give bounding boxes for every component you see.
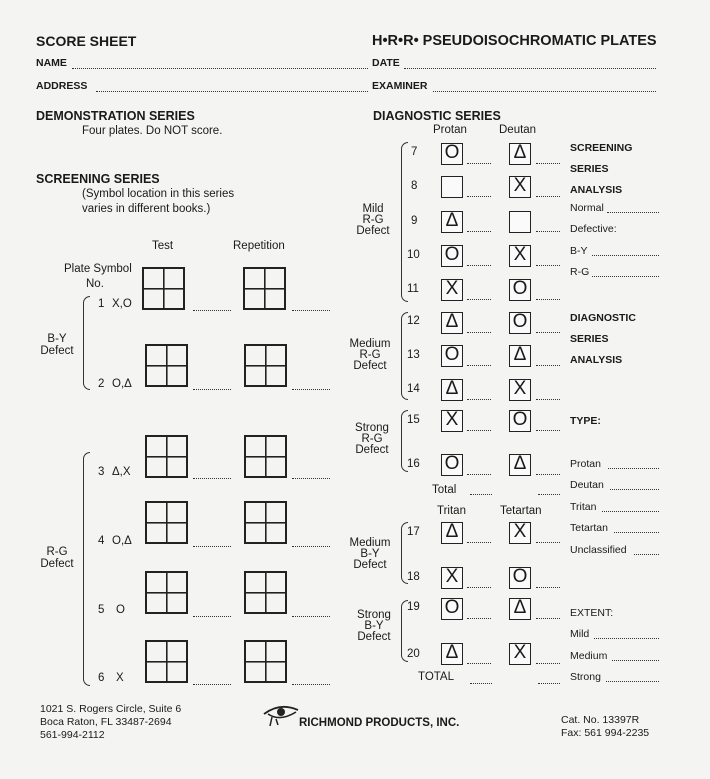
screening-symbol: X: [116, 672, 124, 684]
diagnostic-plate-no: 19: [407, 601, 420, 613]
type-tritan-field[interactable]: [602, 511, 659, 512]
tritan-symbol-box[interactable]: X: [441, 567, 463, 589]
by-defect-label-line2: Defect: [40, 345, 74, 357]
repetition-score-field[interactable]: [292, 684, 330, 685]
type-tetartan-field[interactable]: [614, 532, 659, 533]
deutan-score-field[interactable]: [536, 399, 560, 400]
protan-symbol-box[interactable]: O: [441, 245, 463, 267]
tetartan-total-field[interactable]: [538, 683, 560, 684]
tetartan-score-field[interactable]: [536, 618, 560, 619]
protan-symbol-box[interactable]: [441, 176, 463, 198]
protan-symbol-box[interactable]: Δ: [441, 211, 463, 233]
protan-score-field[interactable]: [467, 399, 491, 400]
repetition-grid[interactable]: [244, 344, 287, 387]
extent-medium-label: Medium: [570, 650, 608, 662]
deutan-symbol-box[interactable]: Δ: [509, 143, 531, 165]
by-field[interactable]: [592, 255, 659, 256]
deutan-symbol-box[interactable]: O: [509, 410, 531, 432]
rg-defect-brace: [83, 452, 90, 686]
screening-note-line2: varies in different books.): [82, 203, 211, 215]
column-repetition: Repetition: [233, 240, 285, 252]
type-unclassified-label: Unclassified: [570, 544, 627, 556]
deutan-symbol-box[interactable]: X: [509, 379, 531, 401]
diagnostic-plate-no: 9: [411, 215, 418, 227]
tritan-symbol-box[interactable]: O: [441, 598, 463, 620]
test-score-field[interactable]: [193, 546, 231, 547]
tetartan-score-field[interactable]: [536, 663, 560, 664]
group-line: Mild: [362, 203, 384, 215]
screening-plate-no: 1: [98, 298, 105, 310]
column-protan: Protan: [433, 124, 467, 136]
repetition-grid[interactable]: [244, 571, 287, 614]
diagnostic-plate-no: 10: [407, 249, 420, 261]
total-label: Total: [432, 484, 457, 496]
diagnostic-plate-no: 15: [407, 414, 420, 426]
fax-number: Fax: 561 994-2235: [561, 727, 650, 739]
diagnostic-plate-no: 13: [407, 349, 420, 361]
mild-rg-label: [350, 204, 396, 237]
screening-symbol: O: [116, 604, 125, 616]
test-grid[interactable]: [145, 344, 188, 387]
tetartan-symbol-box[interactable]: X: [509, 522, 531, 544]
protan-score-field[interactable]: [467, 365, 491, 366]
test-score-field[interactable]: [193, 684, 231, 685]
protan-symbol-box[interactable]: O: [441, 454, 463, 476]
group-line: R-G: [362, 214, 384, 226]
deutan-score-field[interactable]: [536, 163, 560, 164]
test-score-field[interactable]: [193, 616, 231, 617]
column-no: No.: [86, 278, 104, 290]
protan-score-field[interactable]: [467, 196, 491, 197]
type-deutan-label: Deutan: [570, 479, 604, 491]
extent-mild-field[interactable]: [594, 638, 659, 639]
title-line: SERIES: [570, 333, 609, 345]
type-deutan-field[interactable]: [610, 489, 659, 490]
title-line: DIAGNOSTIC: [570, 312, 636, 324]
type-protan-field[interactable]: [608, 468, 659, 469]
repetition-grid[interactable]: [244, 435, 287, 478]
tritan-score-field[interactable]: [467, 587, 491, 588]
rg-defect-label-line2: Defect: [40, 558, 74, 570]
screening-plate-no: 4: [98, 535, 105, 547]
deutan-symbol-box[interactable]: O: [509, 279, 531, 301]
footer-address-line1: 1021 S. Rogers Circle, Suite 6: [40, 703, 182, 715]
test-grid[interactable]: [145, 640, 188, 683]
test-score-field[interactable]: [193, 389, 231, 390]
screening-plate-no: 3: [98, 466, 105, 478]
protan-symbol-box[interactable]: X: [441, 279, 463, 301]
date-field[interactable]: [404, 68, 656, 69]
protan-symbol-box[interactable]: Δ: [441, 379, 463, 401]
type-label: TYPE:: [570, 415, 601, 427]
group-line: B-Y: [360, 548, 380, 560]
column-deutan: Deutan: [499, 124, 537, 136]
deutan-symbol-box[interactable]: Δ: [509, 345, 531, 367]
repetition-grid[interactable]: [244, 501, 287, 544]
group-line: R-G: [361, 433, 383, 445]
deutan-score-field[interactable]: [536, 265, 560, 266]
name-field[interactable]: [72, 68, 368, 69]
tetartan-symbol-box[interactable]: X: [509, 643, 531, 665]
tritan-score-field[interactable]: [467, 618, 491, 619]
deutan-score-field[interactable]: [536, 474, 560, 475]
by-label: B-Y: [570, 245, 588, 257]
diagnostic-plate-no: 20: [407, 648, 420, 660]
deutan-score-field[interactable]: [536, 299, 560, 300]
type-protan-label: Protan: [570, 458, 601, 470]
test-grid[interactable]: [145, 571, 188, 614]
address-label: ADDRESS: [36, 80, 88, 92]
screening-symbol: O,Δ: [112, 378, 132, 390]
deutan-score-field[interactable]: [536, 231, 560, 232]
medium-rg-label: [344, 339, 396, 372]
group-line: Strong: [355, 422, 389, 434]
protan-score-field[interactable]: [467, 231, 491, 232]
tetartan-score-field[interactable]: [536, 542, 560, 543]
diagnostic-plate-no: 8: [411, 180, 418, 192]
rg-field[interactable]: [592, 276, 659, 277]
brand-title: H•R•R• PSEUDOISOCHROMATIC PLATES: [372, 33, 657, 49]
tritan-score-field[interactable]: [467, 542, 491, 543]
diagnostic-plate-no: 11: [407, 283, 419, 295]
strong-by-label: [350, 610, 398, 643]
diagnostic-plate-no: 12: [407, 315, 420, 327]
extent-strong-field[interactable]: [606, 681, 659, 682]
screening-symbol: X,O: [112, 298, 132, 310]
group-line: Medium: [349, 537, 391, 549]
mild-rg-brace: [401, 142, 408, 302]
protan-symbol-box[interactable]: O: [441, 345, 463, 367]
catalog-number: Cat. No. 13397R: [561, 714, 640, 726]
tritan-symbol-box[interactable]: Δ: [441, 643, 463, 665]
protan-score-field[interactable]: [467, 332, 491, 333]
extent-mild-label: Mild: [570, 628, 590, 640]
deutan-symbol-box[interactable]: O: [509, 312, 531, 334]
diagnostic-plate-no: 18: [407, 571, 420, 583]
deutan-score-field[interactable]: [536, 332, 560, 333]
repetition-score-field[interactable]: [292, 310, 330, 311]
deutan-symbol-box[interactable]: X: [509, 176, 531, 198]
protan-total-field[interactable]: [470, 494, 492, 495]
test-score-field[interactable]: [193, 478, 231, 479]
title-line: SCREENING: [570, 142, 633, 154]
title-line: ANALYSIS: [570, 184, 623, 196]
rg-defect-label-line1: R-G: [46, 546, 68, 558]
normal-label: Normal: [570, 202, 604, 214]
group-line: Strong: [357, 609, 391, 621]
protan-score-field[interactable]: [467, 474, 491, 475]
diagnostic-plate-no: 7: [411, 146, 418, 158]
deutan-score-field[interactable]: [536, 365, 560, 366]
group-line: Defect: [353, 360, 387, 372]
score-sheet-title: SCORE SHEET: [36, 33, 137, 49]
by-defect-brace: [83, 296, 90, 390]
repetition-grid[interactable]: [244, 640, 287, 683]
type-tritan-label: Tritan: [570, 501, 597, 513]
group-line: B-Y: [364, 620, 384, 632]
deutan-score-field[interactable]: [536, 430, 560, 431]
protan-symbol-box[interactable]: Δ: [441, 312, 463, 334]
extent-strong-label: Strong: [570, 671, 601, 683]
diagnostic-analysis-title: [570, 308, 636, 371]
test-score-field[interactable]: [193, 310, 231, 311]
screening-analysis-title: [570, 138, 632, 201]
deutan-symbol-box[interactable]: Δ: [509, 454, 531, 476]
extent-medium-field[interactable]: [612, 660, 659, 661]
column-tetartan: Tetartan: [500, 505, 542, 517]
test-grid[interactable]: [142, 267, 185, 310]
rg-label: R-G: [570, 266, 590, 278]
grand-total-label: TOTAL: [418, 671, 454, 683]
protan-score-field[interactable]: [467, 265, 491, 266]
tetartan-score-field[interactable]: [536, 587, 560, 588]
diagnostic-plate-no: 14: [407, 383, 420, 395]
examiner-field[interactable]: [433, 91, 656, 92]
repetition-score-field[interactable]: [292, 616, 330, 617]
tetartan-symbol-box[interactable]: Δ: [509, 598, 531, 620]
footer-address-line2: Boca Raton, FL 33487-2694: [40, 716, 172, 728]
protan-score-field[interactable]: [467, 430, 491, 431]
name-label: NAME: [36, 57, 67, 69]
tetartan-symbol-box[interactable]: O: [509, 567, 531, 589]
demonstration-note: Four plates. Do NOT score.: [82, 125, 223, 137]
group-line: R-G: [359, 349, 381, 361]
diagnostic-title: DIAGNOSTIC SERIES: [373, 109, 501, 123]
screening-symbol: O,Δ: [112, 535, 132, 547]
test-grid[interactable]: [145, 435, 188, 478]
test-grid[interactable]: [145, 501, 188, 544]
group-line: Medium: [349, 338, 391, 350]
deutan-symbol-box[interactable]: X: [509, 245, 531, 267]
repetition-score-field[interactable]: [292, 389, 330, 390]
title-line: SERIES: [570, 163, 609, 175]
footer-phone: 561-994-2112: [40, 729, 105, 741]
repetition-grid[interactable]: [243, 267, 286, 310]
title-line: ANALYSIS: [570, 354, 623, 366]
company-name: RICHMOND PRODUCTS, INC.: [299, 717, 460, 729]
tritan-total-field[interactable]: [470, 683, 492, 684]
type-tetartan-label: Tetartan: [570, 522, 608, 534]
by-defect-label-line1: B-Y: [47, 333, 67, 345]
deutan-symbol-box[interactable]: [509, 211, 531, 233]
group-line: Defect: [357, 631, 391, 643]
richmond-eye-logo-icon: [262, 700, 302, 728]
tritan-score-field[interactable]: [467, 663, 491, 664]
screening-plate-no: 2: [98, 378, 105, 390]
type-unclassified-field[interactable]: [634, 554, 659, 555]
protan-score-field[interactable]: [467, 299, 491, 300]
column-test: Test: [152, 240, 174, 252]
normal-field[interactable]: [607, 212, 659, 213]
date-label: DATE: [372, 57, 400, 69]
group-line: Defect: [355, 444, 389, 456]
repetition-score-field[interactable]: [292, 546, 330, 547]
protan-symbol-box[interactable]: X: [441, 410, 463, 432]
screening-note-line1: (Symbol location in this series: [82, 188, 235, 200]
deutan-score-field[interactable]: [536, 196, 560, 197]
examiner-label: EXAMINER: [372, 80, 428, 92]
column-tritan: Tritan: [437, 505, 466, 517]
diagnostic-plate-no: 16: [407, 458, 420, 470]
group-line: Defect: [356, 225, 390, 237]
screening-title: SCREENING SERIES: [36, 172, 160, 186]
screening-plate-no: 6: [98, 672, 105, 684]
screening-plate-no: 5: [98, 604, 105, 616]
deutan-total-field[interactable]: [538, 494, 560, 495]
repetition-score-field[interactable]: [292, 478, 330, 479]
group-line: Defect: [353, 559, 387, 571]
address-field[interactable]: [96, 91, 368, 92]
tritan-symbol-box[interactable]: Δ: [441, 522, 463, 544]
screening-symbol: Δ,X: [112, 466, 131, 478]
protan-symbol-box[interactable]: O: [441, 143, 463, 165]
column-plate-symbol: Plate Symbol: [64, 263, 132, 275]
demonstration-title: DEMONSTRATION SERIES: [36, 109, 195, 123]
medium-by-label: [344, 538, 396, 571]
defective-label: Defective:: [570, 223, 617, 235]
strong-rg-label: [348, 423, 396, 456]
diagnostic-plate-no: 17: [407, 526, 420, 538]
extent-label: EXTENT:: [570, 607, 614, 619]
protan-score-field[interactable]: [467, 163, 491, 164]
